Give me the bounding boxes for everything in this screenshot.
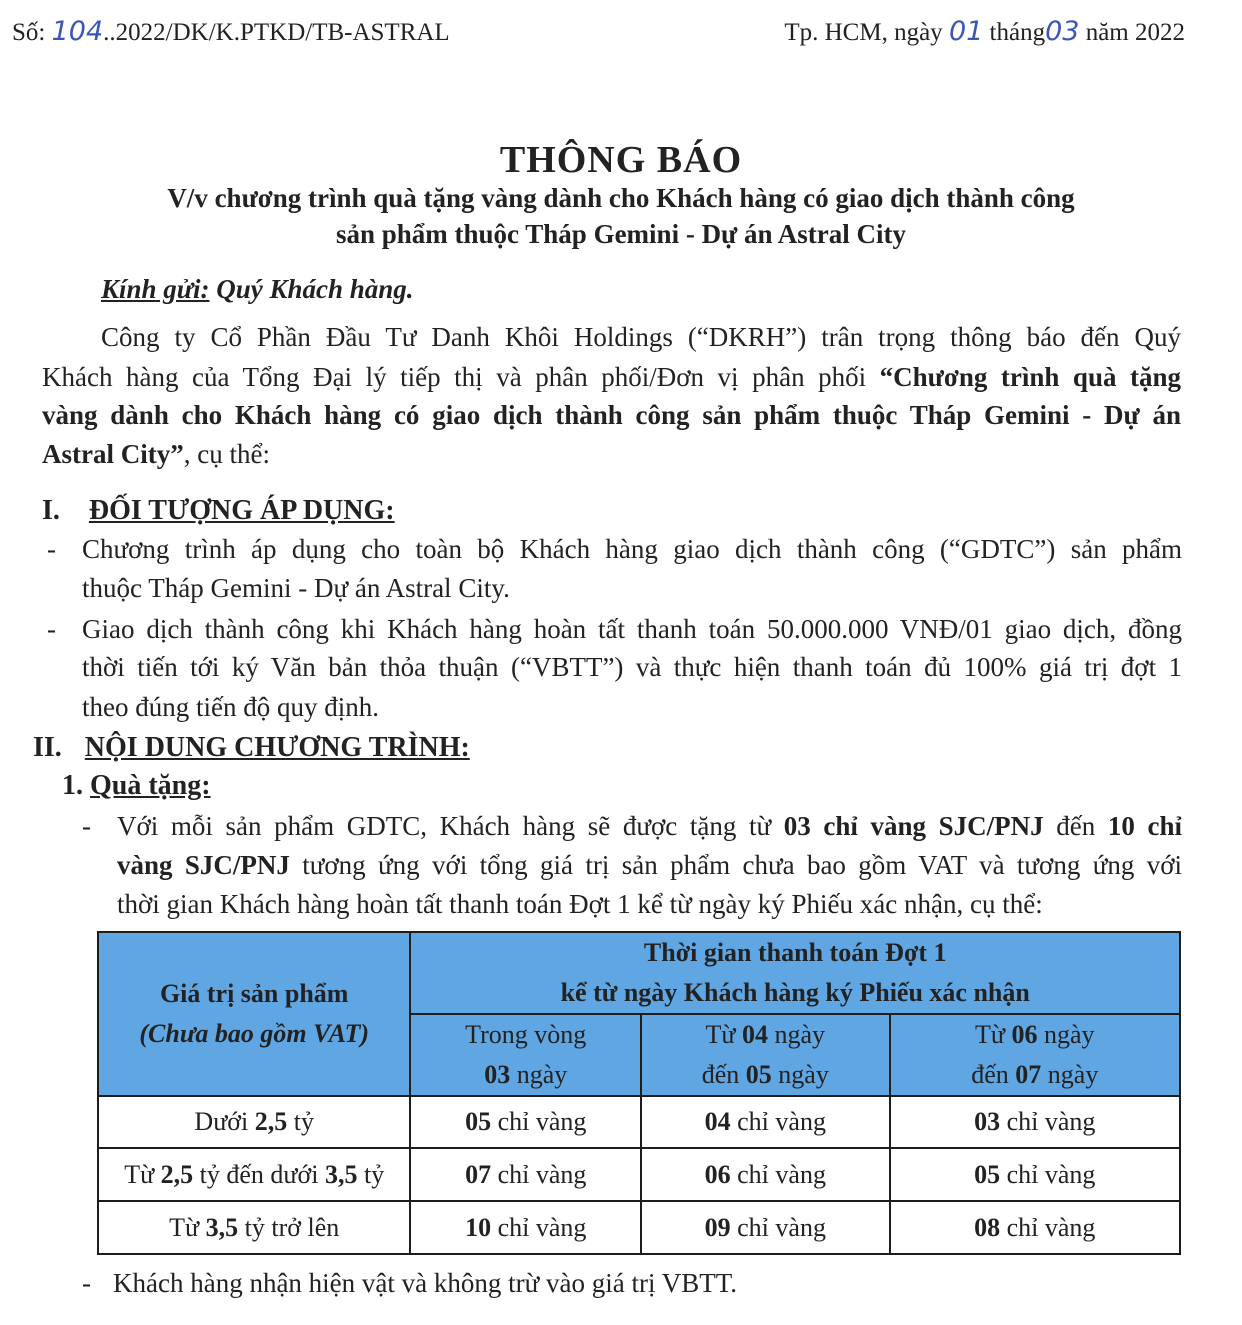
row-label xyxy=(98,1096,410,1148)
header-payment-time xyxy=(410,932,1180,1014)
text-run: tỷ trở lên xyxy=(238,1212,340,1242)
gift-cell xyxy=(890,1148,1180,1201)
text-run: ngày xyxy=(771,1060,829,1089)
section-1-bullet-2-line-1: Giao dịch thành công khi Khách hàng hoàn tất thanh toán 50.000.000 VNĐ/01 giao dịch, đồng xyxy=(82,614,1182,644)
number-label: Số: xyxy=(12,19,46,46)
text-run: ngày xyxy=(768,1020,826,1049)
document-number xyxy=(12,16,450,47)
subheader-number: 04 xyxy=(742,1020,769,1049)
text-run: tỷ đến dưới xyxy=(193,1159,325,1189)
section-1-bullet-2-line-2: thời tiến tới ký Văn bản thỏa thuận (“VBTT”) và thực hiện thanh toán đủ 100% giá trị đợt 1 xyxy=(82,652,1182,682)
header-payment-time-line-2: kể từ ngày Khách hàng ký Phiếu xác nhận xyxy=(560,978,1030,1007)
subheader-line-2 xyxy=(895,1055,1175,1095)
handwritten-number: 104 xyxy=(51,16,104,47)
handwritten-month: 03 xyxy=(1045,16,1080,47)
subheader-line-1 xyxy=(895,1015,1175,1055)
subheader-line-2 xyxy=(646,1055,885,1095)
gift-amount: 03 xyxy=(974,1107,1001,1136)
place-label: Tp. HCM, ngày xyxy=(784,19,943,46)
gift-unit: chỉ vàng xyxy=(491,1212,587,1242)
document-title: THÔNG BÁO xyxy=(499,139,743,181)
gift-unit: chỉ vàng xyxy=(491,1107,587,1136)
section-1-number: I. xyxy=(42,495,60,526)
subsection-1-heading xyxy=(62,770,211,802)
subheader-line-2 xyxy=(415,1055,636,1095)
header-product-value xyxy=(98,932,410,1096)
bullet-dash: - xyxy=(47,534,56,564)
section-2-heading xyxy=(33,732,470,764)
intro-line-4-normal: , cụ thể: xyxy=(183,439,270,469)
row-label xyxy=(98,1201,410,1254)
subheader-6-to-7-days xyxy=(890,1014,1180,1096)
text-run: tỷ xyxy=(287,1107,314,1136)
intro-line-1: Công ty Cổ Phần Đầu Tư Danh Khôi Holdings (“DKRH”) trân trọng thông báo đến Quý xyxy=(101,322,1181,352)
section-1-bullet-1-line-2: thuộc Tháp Gemini - Dự án Astral City. xyxy=(82,573,510,603)
gift-amount: 07 xyxy=(465,1159,492,1189)
text-run-bold: 3,5 xyxy=(205,1212,239,1242)
month-label: tháng xyxy=(989,19,1046,46)
table-row xyxy=(98,1148,1180,1201)
text-run: ngày xyxy=(1041,1060,1099,1089)
gift-amount: 04 xyxy=(704,1107,731,1136)
subsection-1-number: 1. xyxy=(62,770,83,801)
gift-cell xyxy=(641,1201,890,1254)
header-payment-time-line-1: Thời gian thanh toán Đợt 1 xyxy=(643,938,947,967)
text-run-bold: 3,5 xyxy=(325,1159,358,1189)
gift-table xyxy=(97,931,1181,1255)
subheader-unit: ngày xyxy=(510,1060,568,1089)
section-1-bullet-1-line-1: Chương trình áp dụng cho toàn bộ Khách hàng giao dịch thành công (“GDTC”) sản phẩm xyxy=(82,534,1182,564)
greeting-label: Kính gửi: xyxy=(101,274,210,304)
gift-amount: 09 xyxy=(704,1212,731,1242)
greeting xyxy=(101,270,414,308)
gift-cell xyxy=(410,1201,641,1254)
gift-cell xyxy=(410,1096,641,1148)
row-label xyxy=(98,1148,410,1201)
document-date xyxy=(784,16,1185,47)
subsection-1-title: Quà tặng: xyxy=(90,770,211,801)
text-run: đến xyxy=(701,1060,746,1089)
subtitle-line-2: sản phẩm thuộc Tháp Gemini - Dự án Astral City xyxy=(335,219,907,249)
text-run: tương ứng với tổng giá trị sản phẩm chưa bao gồm VAT và tương ứng với xyxy=(289,850,1182,880)
subheader-line-1: Trong vòng xyxy=(465,1020,587,1049)
text-run: Từ xyxy=(124,1159,161,1189)
gift-unit: chỉ vàng xyxy=(730,1159,826,1189)
subheader-line-1 xyxy=(646,1015,885,1055)
section-1-heading xyxy=(42,495,395,527)
subheader-number: 07 xyxy=(1015,1060,1042,1089)
subheader-within-3-days xyxy=(410,1014,641,1096)
bullet-dash: - xyxy=(82,1268,91,1298)
intro-line-2 xyxy=(42,358,1181,396)
gift-amount: 05 xyxy=(974,1159,1001,1189)
gift-amount: 10 xyxy=(465,1212,492,1242)
text-run: đến xyxy=(971,1060,1016,1089)
text-run-bold: vàng SJC/PNJ xyxy=(117,850,290,880)
section-1-title: ĐỐI TƯỢNG ÁP DỤNG: xyxy=(88,495,395,526)
section-2-title: NỘI DUNG CHƯƠNG TRÌNH: xyxy=(84,732,470,763)
text-run: Với mỗi sản phẩm GDTC, Khách hàng sẽ được tặng từ xyxy=(117,811,784,841)
gift-cell xyxy=(641,1148,890,1201)
section-2-bullet-1-line-2 xyxy=(117,846,1182,884)
table-row xyxy=(98,1201,1180,1254)
gift-unit: chỉ vàng xyxy=(1000,1212,1096,1242)
handwritten-day: 01 xyxy=(948,16,984,47)
text-run: tỷ xyxy=(357,1159,385,1189)
text-run-bold: 10 chỉ xyxy=(1107,811,1183,841)
text-run-bold: 03 chỉ vàng SJC/PNJ xyxy=(783,811,1044,841)
text-run-bold: 2,5 xyxy=(160,1159,194,1189)
gift-unit: chỉ vàng xyxy=(491,1159,587,1189)
subheader-4-to-5-days xyxy=(641,1014,890,1096)
subheader-number: 03 xyxy=(484,1060,511,1089)
greeting-recipient: Quý Khách hàng. xyxy=(216,274,414,304)
text-run: Từ xyxy=(975,1020,1012,1049)
subtitle-line-1: V/v chương trình quà tặng vàng dành cho Khách hàng có giao dịch thành công xyxy=(167,183,1075,213)
gift-unit: chỉ vàng xyxy=(730,1212,826,1242)
gift-unit: chỉ vàng xyxy=(1000,1107,1096,1136)
gift-unit: chỉ vàng xyxy=(730,1107,826,1136)
gift-amount: 06 xyxy=(704,1159,731,1189)
text-run: đến xyxy=(1043,811,1108,841)
section-2-number: II. xyxy=(33,732,62,763)
gift-cell xyxy=(410,1148,641,1201)
section-2-bullet-1-line-3: thời gian Khách hàng hoàn tất thanh toán Đợt 1 kể từ ngày ký Phiếu xác nhận, cụ thể: xyxy=(117,889,1043,919)
header-product-value-line-2: (Chưa bao gồm VAT) xyxy=(139,1019,370,1048)
bullet-dash: - xyxy=(82,811,91,841)
number-code: 2022/DK/K.PTKD/TB-ASTRAL xyxy=(115,19,450,46)
gift-cell xyxy=(890,1201,1180,1254)
text-run: Từ xyxy=(705,1020,743,1049)
gift-amount: 05 xyxy=(465,1107,492,1136)
number-dots: .. xyxy=(103,19,116,46)
gift-cell xyxy=(641,1096,890,1148)
subheader-number: 06 xyxy=(1011,1020,1038,1049)
bullet-dash: - xyxy=(47,614,56,644)
section-2-bullet-1-line-1 xyxy=(117,807,1182,845)
year-label: năm 2022 xyxy=(1085,19,1185,46)
table-row xyxy=(98,1096,1180,1148)
intro-line-4 xyxy=(42,435,270,473)
text-run-bold: 2,5 xyxy=(254,1107,288,1136)
subheader-number: 05 xyxy=(745,1060,772,1089)
intro-line-4-bold: Astral City” xyxy=(42,439,184,469)
text-run: Dưới xyxy=(194,1107,255,1136)
header-product-value-line-1: Giá trị sản phẩm xyxy=(159,979,349,1008)
text-run: ngày xyxy=(1037,1020,1095,1049)
intro-line-3: vàng dành cho Khách hàng có giao dịch thành công sản phẩm thuộc Tháp Gemini - Dự án xyxy=(42,400,1181,430)
intro-line-2-bold: “Chương trình quà tặng xyxy=(879,362,1181,392)
gift-cell xyxy=(890,1096,1180,1148)
text-run: Từ xyxy=(169,1212,206,1242)
gift-unit: chỉ vàng xyxy=(1000,1159,1096,1189)
section-1-bullet-2-line-3: theo đúng tiến độ quy định. xyxy=(82,692,379,722)
section-2-bullet-2: Khách hàng nhận hiện vật và không trừ vào giá trị VBTT. xyxy=(113,1268,737,1298)
intro-line-2-normal: Khách hàng của Tổng Đại lý tiếp thị và phân phối/Đơn vị phân phối xyxy=(42,362,880,392)
gift-amount: 08 xyxy=(974,1212,1001,1242)
